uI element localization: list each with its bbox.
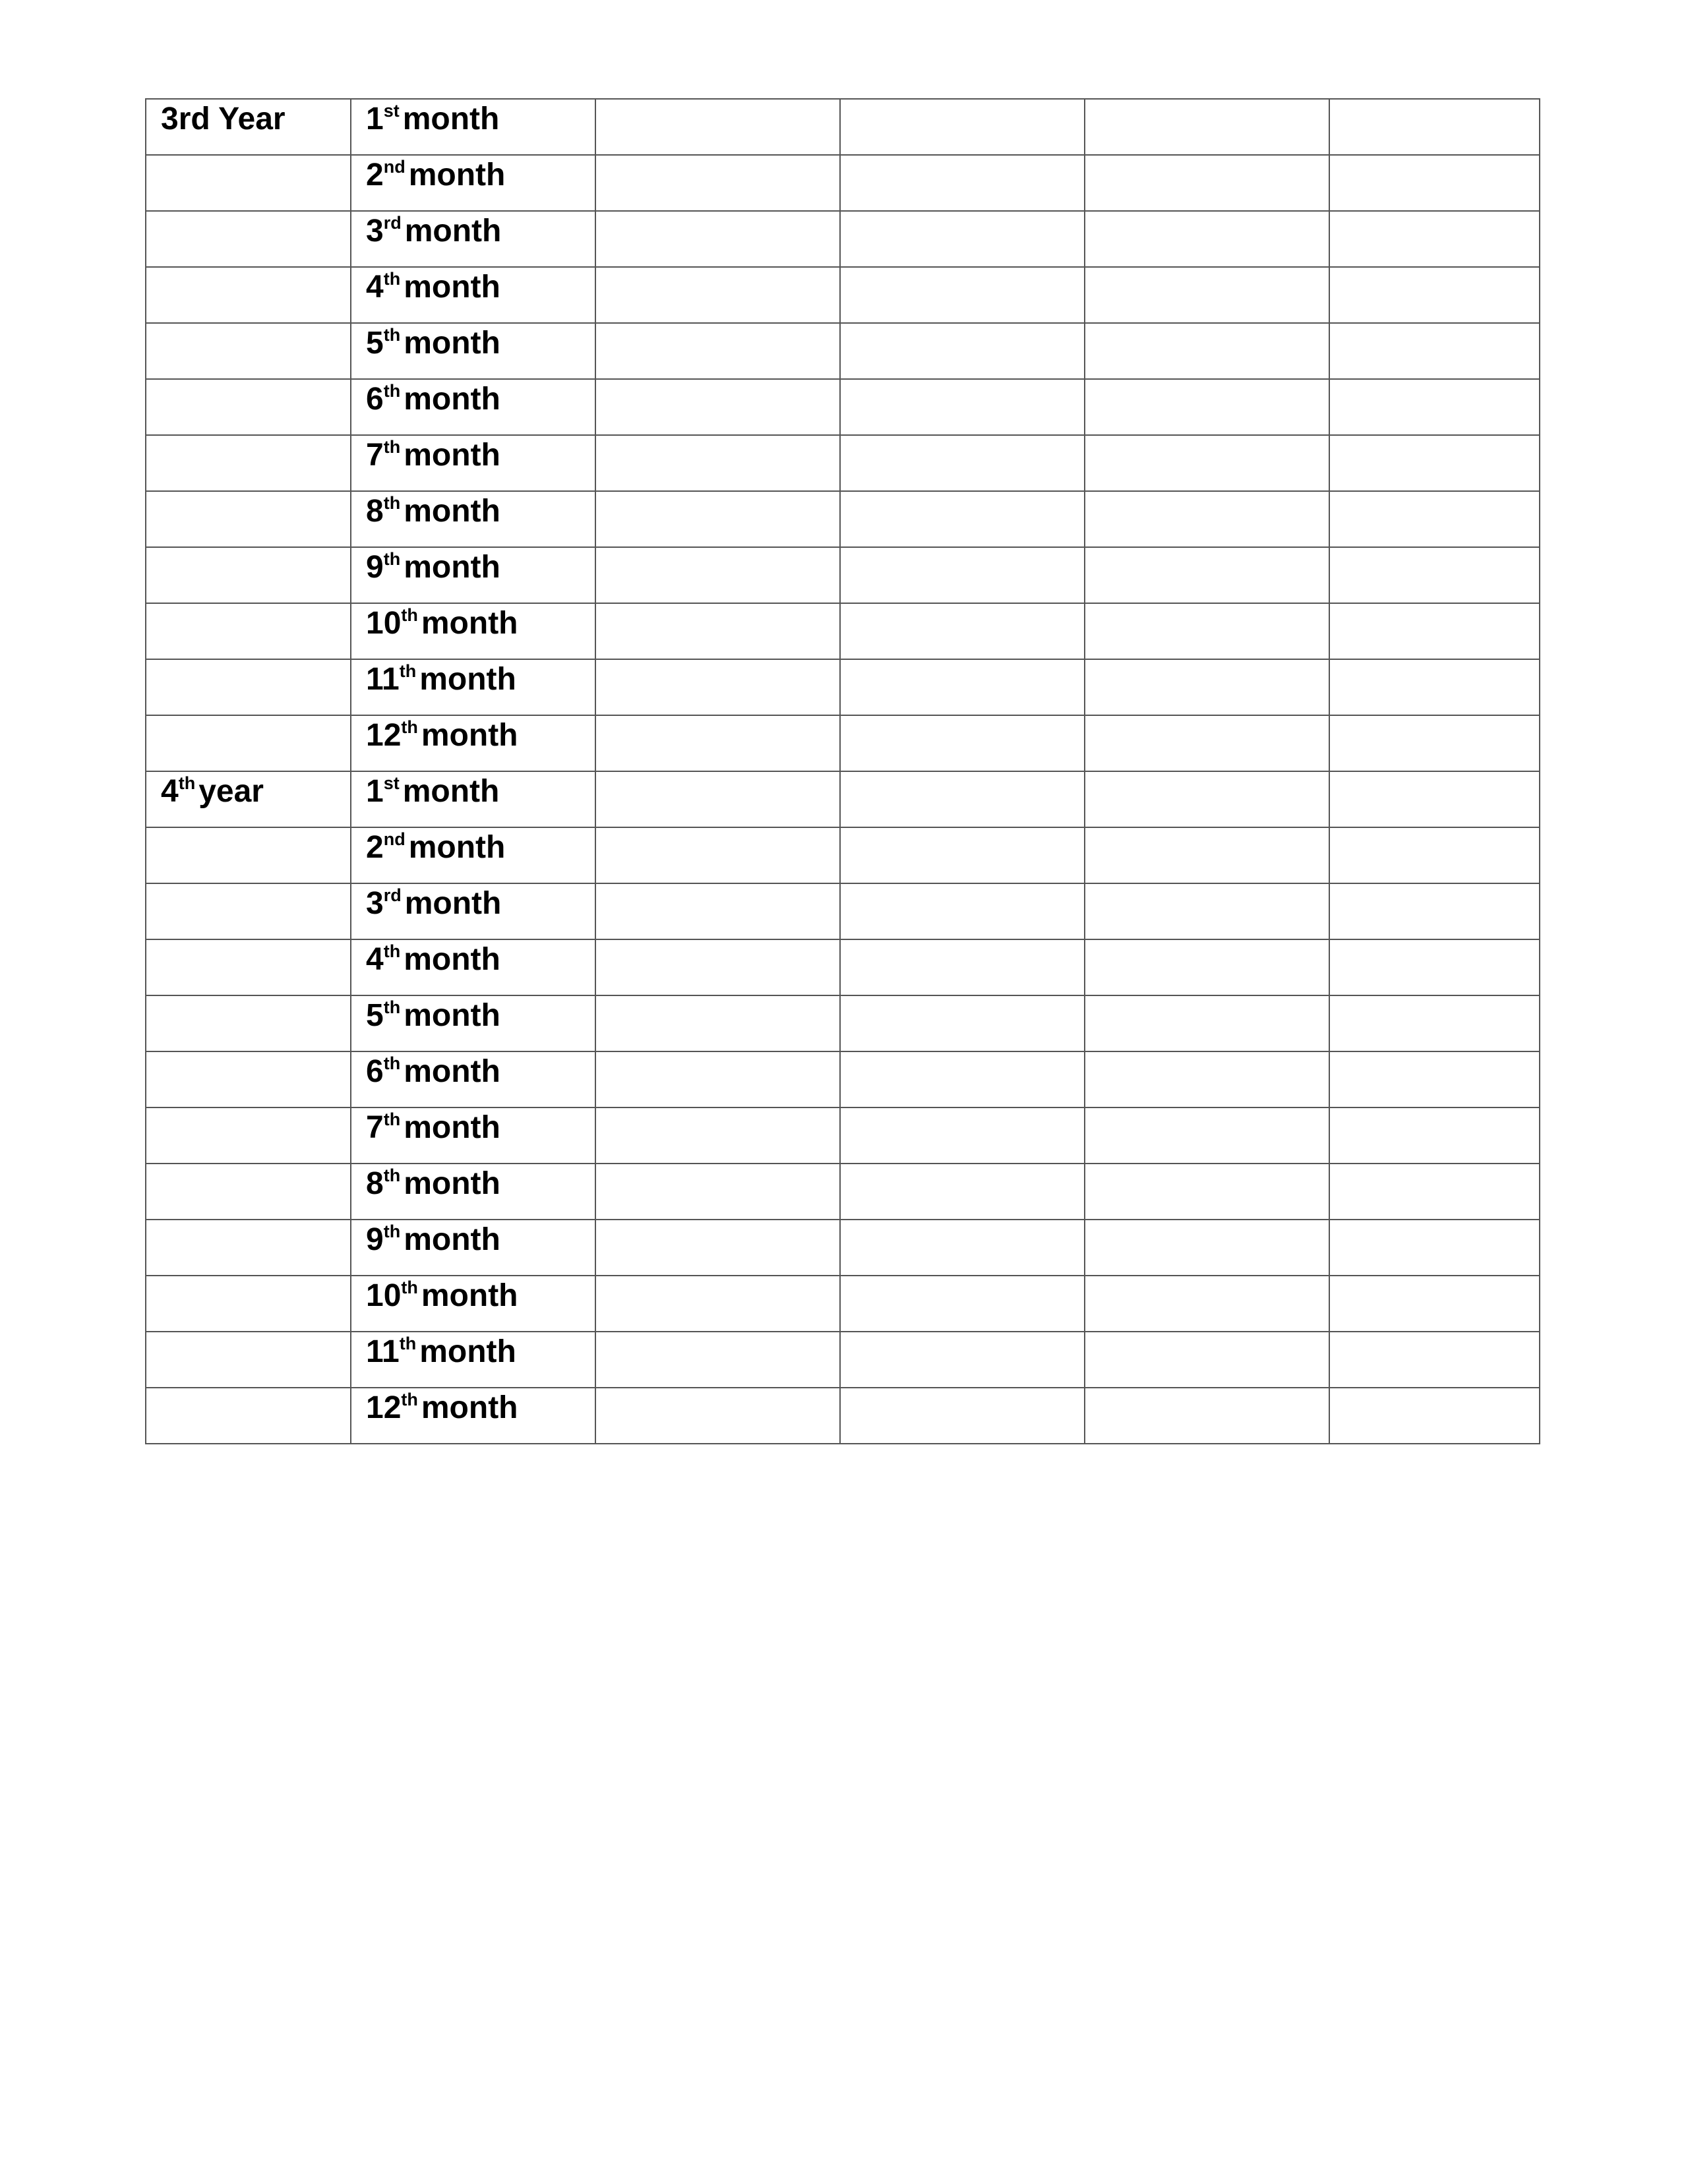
- schedule-table: [145, 98, 1540, 1444]
- month-cell: [351, 1051, 595, 1107]
- month-label: [366, 380, 500, 415]
- year-cell: [146, 995, 351, 1051]
- empty-cell: [595, 211, 840, 267]
- empty-cell: [1085, 267, 1329, 323]
- month-number: 2: [366, 830, 384, 865]
- year-cell: [146, 603, 351, 659]
- table-row: [146, 939, 1540, 995]
- empty-cell: [595, 1276, 840, 1332]
- empty-cell: [1329, 1388, 1540, 1444]
- month-label: [366, 604, 518, 639]
- month-cell: [351, 99, 595, 155]
- month-cell: [351, 323, 595, 379]
- month-number: 5: [366, 326, 384, 361]
- month-word: month: [402, 774, 500, 809]
- month-word: month: [404, 998, 500, 1033]
- year-cell: [146, 939, 351, 995]
- year-label: [161, 100, 286, 135]
- empty-cell: [840, 659, 1085, 715]
- month-word: month: [404, 1166, 500, 1201]
- month-ordinal-suffix: th: [399, 1334, 417, 1353]
- empty-cell: [840, 771, 1085, 827]
- empty-cell: [595, 1164, 840, 1220]
- year-cell: [146, 883, 351, 939]
- month-number: 2: [366, 158, 384, 192]
- empty-cell: [1329, 659, 1540, 715]
- empty-cell: [840, 1164, 1085, 1220]
- empty-cell: [840, 491, 1085, 547]
- empty-cell: [1085, 323, 1329, 379]
- empty-cell: [1329, 995, 1540, 1051]
- empty-cell: [1085, 715, 1329, 771]
- year-cell: [146, 1164, 351, 1220]
- table-row: [146, 491, 1540, 547]
- empty-cell: [840, 211, 1085, 267]
- month-word: month: [404, 942, 500, 977]
- empty-cell: [1085, 1220, 1329, 1276]
- year-cell: [146, 267, 351, 323]
- month-number: 11: [366, 662, 400, 697]
- empty-cell: [595, 603, 840, 659]
- month-cell: [351, 1107, 595, 1164]
- month-cell: [351, 1332, 595, 1388]
- month-number: 7: [366, 1110, 384, 1145]
- month-ordinal-suffix: th: [399, 661, 417, 681]
- year-cell: [146, 827, 351, 883]
- empty-cell: [1329, 547, 1540, 603]
- year-cell: [146, 771, 351, 827]
- month-ordinal-suffix: th: [401, 717, 418, 737]
- month-word: month: [404, 270, 500, 305]
- month-word: month: [408, 830, 506, 865]
- month-cell: [351, 491, 595, 547]
- month-word: month: [404, 382, 500, 417]
- empty-cell: [595, 99, 840, 155]
- month-word: month: [404, 326, 500, 361]
- empty-cell: [1085, 659, 1329, 715]
- month-number: 1: [366, 774, 384, 809]
- year-cell: [146, 1332, 351, 1388]
- year-cell: [146, 547, 351, 603]
- table-row: [146, 379, 1540, 435]
- empty-cell: [595, 1051, 840, 1107]
- year-cell: [146, 1107, 351, 1164]
- month-cell: [351, 827, 595, 883]
- month-label: [366, 772, 499, 808]
- year-label-suffix: th: [178, 773, 196, 793]
- empty-cell: [1085, 1107, 1329, 1164]
- empty-cell: [595, 771, 840, 827]
- month-cell: [351, 715, 595, 771]
- month-label: [366, 1052, 500, 1088]
- month-word: month: [404, 1110, 500, 1145]
- month-word: month: [404, 214, 502, 249]
- month-cell: [351, 1164, 595, 1220]
- empty-cell: [1085, 995, 1329, 1051]
- month-cell: [351, 379, 595, 435]
- year-cell: [146, 715, 351, 771]
- empty-cell: [840, 323, 1085, 379]
- month-word: month: [404, 438, 500, 473]
- empty-cell: [1085, 603, 1329, 659]
- year-cell: [146, 1051, 351, 1107]
- month-label: [366, 1108, 500, 1144]
- year-cell: [146, 1220, 351, 1276]
- empty-cell: [1085, 155, 1329, 211]
- empty-cell: [1085, 1276, 1329, 1332]
- table-row: [146, 1276, 1540, 1332]
- month-ordinal-suffix: th: [383, 381, 401, 401]
- empty-cell: [840, 1388, 1085, 1444]
- empty-cell: [595, 323, 840, 379]
- table-row: [146, 1107, 1540, 1164]
- empty-cell: [1329, 883, 1540, 939]
- month-word: month: [404, 886, 502, 921]
- empty-cell: [1329, 267, 1540, 323]
- month-word: month: [421, 718, 518, 753]
- empty-cell: [595, 995, 840, 1051]
- month-cell: [351, 659, 595, 715]
- month-cell: [351, 155, 595, 211]
- month-label: [366, 716, 518, 752]
- empty-cell: [840, 155, 1085, 211]
- month-label: [366, 828, 505, 864]
- month-number: 11: [366, 1334, 400, 1369]
- year-cell: [146, 211, 351, 267]
- month-cell: [351, 1276, 595, 1332]
- empty-cell: [595, 547, 840, 603]
- month-number: 1: [366, 102, 384, 136]
- table-row: [146, 659, 1540, 715]
- month-label: [366, 1388, 518, 1424]
- empty-cell: [595, 491, 840, 547]
- month-label: [366, 324, 500, 359]
- empty-cell: [1085, 99, 1329, 155]
- month-ordinal-suffix: th: [383, 1053, 401, 1073]
- year-label-main: 4: [161, 774, 179, 809]
- empty-cell: [1329, 939, 1540, 995]
- month-word: month: [404, 1222, 500, 1257]
- empty-cell: [1085, 211, 1329, 267]
- table-row: [146, 995, 1540, 1051]
- month-label: [366, 100, 499, 135]
- empty-cell: [595, 939, 840, 995]
- month-label: [366, 1276, 518, 1312]
- month-number: 6: [366, 382, 384, 417]
- month-label: [366, 436, 500, 471]
- month-label: [366, 548, 500, 583]
- month-number: 6: [366, 1054, 384, 1089]
- empty-cell: [1085, 827, 1329, 883]
- empty-cell: [1085, 1388, 1329, 1444]
- empty-cell: [840, 1220, 1085, 1276]
- month-ordinal-suffix: rd: [383, 213, 402, 233]
- table-row: [146, 1388, 1540, 1444]
- empty-cell: [1329, 323, 1540, 379]
- month-ordinal-suffix: nd: [383, 829, 406, 849]
- month-label: [366, 156, 505, 191]
- empty-cell: [1329, 1220, 1540, 1276]
- month-ordinal-suffix: th: [383, 269, 401, 289]
- empty-cell: [595, 379, 840, 435]
- empty-cell: [1329, 715, 1540, 771]
- year-cell: [146, 1388, 351, 1444]
- month-word: month: [421, 606, 518, 641]
- empty-cell: [595, 1388, 840, 1444]
- month-label: [366, 660, 516, 695]
- empty-cell: [595, 155, 840, 211]
- empty-cell: [840, 99, 1085, 155]
- month-number: 8: [366, 1166, 384, 1201]
- month-cell: [351, 547, 595, 603]
- empty-cell: [1329, 1051, 1540, 1107]
- empty-cell: [840, 1107, 1085, 1164]
- empty-cell: [840, 267, 1085, 323]
- month-ordinal-suffix: th: [383, 437, 401, 457]
- empty-cell: [840, 547, 1085, 603]
- month-ordinal-suffix: th: [383, 493, 401, 513]
- year-label-main: 3rd Year: [161, 102, 286, 136]
- month-ordinal-suffix: rd: [383, 885, 402, 905]
- empty-cell: [595, 659, 840, 715]
- month-ordinal-suffix: th: [383, 1222, 401, 1241]
- month-label: [366, 1332, 516, 1368]
- empty-cell: [840, 379, 1085, 435]
- month-label: [366, 492, 500, 527]
- year-cell: [146, 1276, 351, 1332]
- empty-cell: [1329, 827, 1540, 883]
- empty-cell: [1085, 1332, 1329, 1388]
- empty-cell: [840, 995, 1085, 1051]
- empty-cell: [840, 1332, 1085, 1388]
- year-cell: [146, 155, 351, 211]
- year-cell: [146, 435, 351, 491]
- table-row: [146, 267, 1540, 323]
- month-cell: [351, 771, 595, 827]
- month-word: month: [421, 1278, 518, 1313]
- empty-cell: [595, 1107, 840, 1164]
- table-row: [146, 883, 1540, 939]
- table-row: [146, 827, 1540, 883]
- empty-cell: [1085, 379, 1329, 435]
- table-row: [146, 547, 1540, 603]
- table-row: [146, 603, 1540, 659]
- empty-cell: [1329, 99, 1540, 155]
- table-row: [146, 435, 1540, 491]
- month-number: 4: [366, 942, 384, 977]
- empty-cell: [1329, 603, 1540, 659]
- empty-cell: [595, 1332, 840, 1388]
- schedule-table-body: [146, 99, 1540, 1444]
- month-number: 10: [366, 1278, 402, 1313]
- month-cell: [351, 267, 595, 323]
- empty-cell: [840, 603, 1085, 659]
- month-number: 12: [366, 1390, 402, 1425]
- empty-cell: [1329, 771, 1540, 827]
- empty-cell: [1329, 435, 1540, 491]
- month-label: [366, 1220, 500, 1256]
- empty-cell: [1329, 155, 1540, 211]
- month-number: 3: [366, 886, 384, 921]
- month-ordinal-suffix: th: [383, 1109, 401, 1129]
- empty-cell: [1085, 1051, 1329, 1107]
- empty-cell: [595, 1220, 840, 1276]
- month-ordinal-suffix: th: [383, 997, 401, 1017]
- table-row: [146, 1051, 1540, 1107]
- month-number: 12: [366, 718, 402, 753]
- month-ordinal-suffix: th: [383, 325, 401, 345]
- month-number: 7: [366, 438, 384, 473]
- table-row: [146, 155, 1540, 211]
- empty-cell: [840, 1276, 1085, 1332]
- empty-cell: [1329, 1164, 1540, 1220]
- empty-cell: [1329, 211, 1540, 267]
- empty-cell: [1329, 379, 1540, 435]
- empty-cell: [840, 1051, 1085, 1107]
- year-cell: [146, 99, 351, 155]
- table-row: [146, 99, 1540, 155]
- month-number: 9: [366, 550, 384, 585]
- empty-cell: [1085, 491, 1329, 547]
- empty-cell: [840, 939, 1085, 995]
- month-word: month: [404, 550, 500, 585]
- month-ordinal-suffix: th: [401, 1278, 418, 1297]
- month-word: month: [419, 1334, 516, 1369]
- empty-cell: [595, 715, 840, 771]
- month-number: 10: [366, 606, 402, 641]
- empty-cell: [840, 715, 1085, 771]
- month-cell: [351, 211, 595, 267]
- empty-cell: [595, 435, 840, 491]
- month-word: month: [404, 494, 500, 529]
- month-cell: [351, 883, 595, 939]
- month-word: month: [421, 1390, 518, 1425]
- month-label: [366, 940, 500, 976]
- year-cell: [146, 491, 351, 547]
- year-cell: [146, 323, 351, 379]
- table-row: [146, 771, 1540, 827]
- month-ordinal-suffix: st: [383, 101, 400, 121]
- month-cell: [351, 995, 595, 1051]
- month-word: month: [404, 1054, 500, 1089]
- empty-cell: [1329, 1107, 1540, 1164]
- empty-cell: [1085, 939, 1329, 995]
- month-cell: [351, 939, 595, 995]
- empty-cell: [840, 883, 1085, 939]
- month-label: [366, 1164, 500, 1200]
- empty-cell: [595, 883, 840, 939]
- empty-cell: [1085, 435, 1329, 491]
- month-ordinal-suffix: th: [401, 1390, 418, 1409]
- empty-cell: [595, 267, 840, 323]
- empty-cell: [1329, 1332, 1540, 1388]
- table-row: [146, 715, 1540, 771]
- month-cell: [351, 603, 595, 659]
- month-label: [366, 268, 500, 303]
- empty-cell: [595, 827, 840, 883]
- month-cell: [351, 1220, 595, 1276]
- year-label-word: year: [198, 774, 264, 809]
- empty-cell: [840, 435, 1085, 491]
- month-number: 8: [366, 494, 384, 529]
- empty-cell: [1085, 1164, 1329, 1220]
- year-cell: [146, 659, 351, 715]
- month-ordinal-suffix: st: [383, 773, 400, 793]
- month-word: month: [408, 158, 506, 192]
- month-label: [366, 212, 501, 247]
- table-row: [146, 1332, 1540, 1388]
- month-word: month: [419, 662, 516, 697]
- table-row: [146, 1164, 1540, 1220]
- month-ordinal-suffix: nd: [383, 157, 406, 177]
- empty-cell: [1085, 883, 1329, 939]
- empty-cell: [1329, 1276, 1540, 1332]
- table-row: [146, 211, 1540, 267]
- month-number: 4: [366, 270, 384, 305]
- month-cell: [351, 1388, 595, 1444]
- year-cell: [146, 379, 351, 435]
- month-label: [366, 884, 501, 920]
- empty-cell: [840, 827, 1085, 883]
- month-ordinal-suffix: th: [383, 549, 401, 569]
- month-ordinal-suffix: th: [401, 605, 418, 625]
- month-number: 3: [366, 214, 384, 249]
- empty-cell: [1085, 771, 1329, 827]
- month-word: month: [402, 102, 500, 136]
- table-row: [146, 323, 1540, 379]
- month-label: [366, 996, 500, 1032]
- month-ordinal-suffix: th: [383, 941, 401, 961]
- month-number: 9: [366, 1222, 384, 1257]
- month-number: 5: [366, 998, 384, 1033]
- month-cell: [351, 435, 595, 491]
- year-label: [161, 772, 264, 808]
- empty-cell: [1085, 547, 1329, 603]
- table-row: [146, 1220, 1540, 1276]
- month-ordinal-suffix: th: [383, 1166, 401, 1185]
- empty-cell: [1329, 491, 1540, 547]
